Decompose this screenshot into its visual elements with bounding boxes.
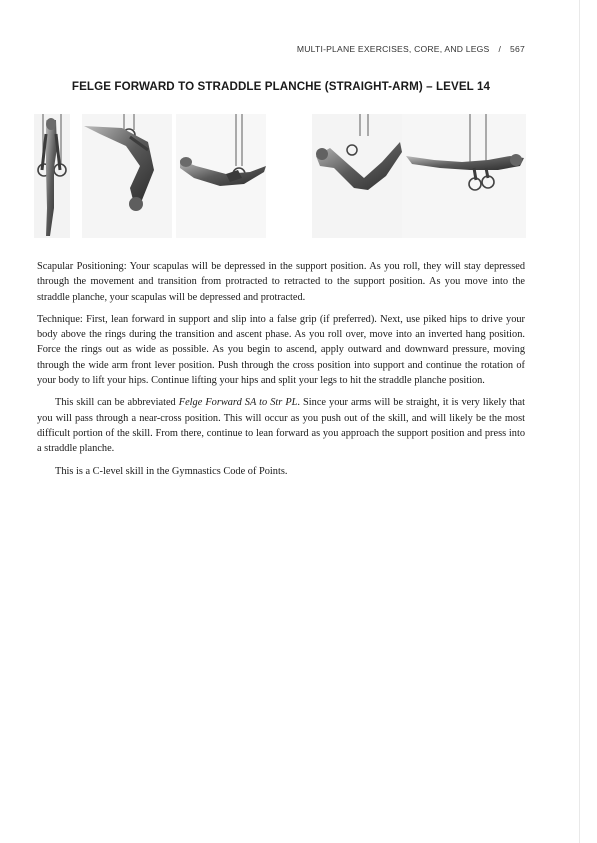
running-head-separator: / [498, 44, 502, 54]
exercise-illustration [30, 108, 530, 243]
exercise-title: FELGE FORWARD TO STRADDLE PLANCHE (STRAIGHT-ARM) – LEVEL 14 [71, 80, 491, 93]
figure-frame-front-lever [176, 114, 266, 238]
figure-frame-inverted-hang [82, 114, 172, 238]
abbreviation-text: Felge Forward SA to Str PL [178, 397, 298, 409]
abbreviation-rest: . Since your arms will be straight, it is very likely that you will pass through a near-cross position. This will occur as you push out of the skill, and will likely be the most difficult portion of the skill. From there, continue to lean forward as you approach the support position and press into a straddle planche. [37, 397, 525, 455]
body-text [37, 259, 525, 486]
page-number: 567 [510, 44, 525, 54]
paragraph-abbreviation [37, 395, 525, 456]
figure-frame-near-cross [312, 114, 402, 238]
abbreviation-intro: This skill can be abbreviated [55, 397, 179, 409]
paragraph-scapular-positioning: Scapular Positioning: Your scapulas will be depressed in the support position. As you roll, they will stay depressed through the movement and transition from protracted to retracted to the support position. As you move into the straddle planche, your scapulas will be depressed and protracted. [37, 261, 525, 303]
running-head [297, 44, 525, 54]
exercise-illustration-svg [30, 108, 530, 243]
paragraph-technique: Technique: First, lean forward in support and slip into a false grip (if preferred). Next, use piked hips to drive your body above the rings during the transition and ascent phase. As you roll over, move into an inverted hang position. Force the rings out as wide as possible. As you begin to ascend, apply outward and downward pressure, moving through the wide arm front lever position. Push through the cross position into support and continue the rotation of your body to lift your hips. Continue lifting your hips and split your legs to hit the straddle planche position. [37, 313, 525, 387]
figure-frame-support [34, 114, 70, 238]
page-edge [579, 0, 580, 843]
figure-frame-straddle-planche [402, 114, 526, 238]
paragraph-code-of-points: This is a C-level skill in the Gymnastics Code of Points. [55, 465, 288, 477]
running-head-title: MULTI-PLANE EXERCISES, CORE, AND LEGS [296, 44, 490, 54]
